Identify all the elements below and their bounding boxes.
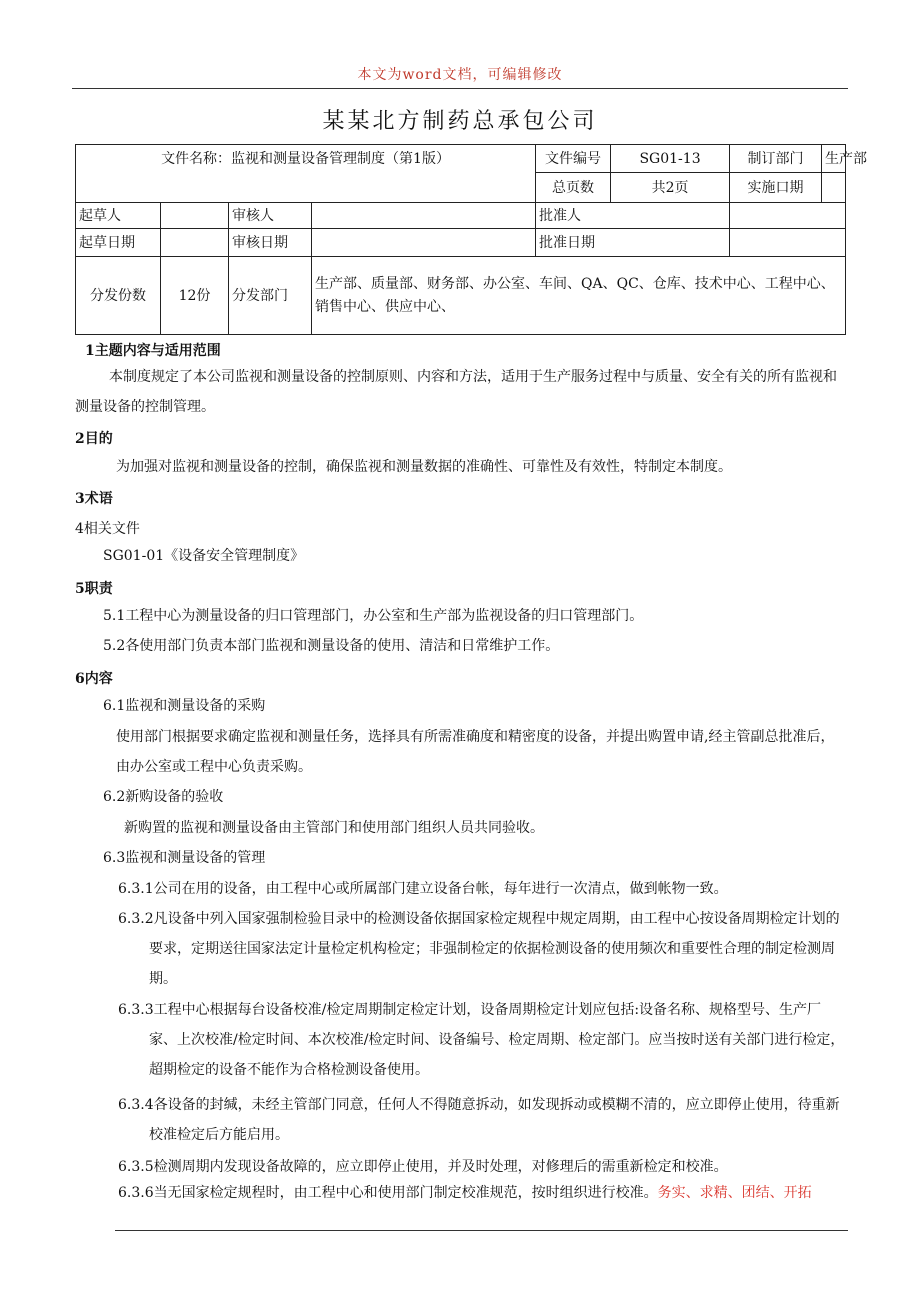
- pages-value: 共2页: [611, 173, 730, 203]
- review-date-value: [312, 229, 536, 257]
- section-6-2-title: 6.2新购设备的验收: [103, 789, 224, 805]
- reviewer-value: [312, 203, 536, 229]
- approve-date-label: 批准日期: [536, 229, 730, 257]
- section-6-3-1: 6.3.1公司在用的设备，由工程中心或所属部门建立设备台帐，每年进行一次清点，做到帐物一致。: [118, 881, 728, 897]
- section-6-3-6: [118, 1181, 830, 1206]
- draft-date-label: 起草日期: [76, 229, 161, 257]
- footer-divider: [115, 1230, 848, 1231]
- section-2-text: 为加强对监视和测量设备的控制，确保监视和测量数据的准确性、可靠性及有效性，特制定本制度。: [116, 459, 732, 475]
- section-5-title: 5职责: [75, 581, 113, 597]
- section-5-1: 5.1工程中心为测量设备的归口管理部门，办公室和生产部为监视设备的归口管理部门。: [103, 608, 644, 624]
- section-6-2-text: 新购置的监视和测量设备由主管部门和使用部门组织人员共同验收。: [124, 820, 544, 836]
- section-6-3-3: 6.3.3工程中心根据每台设备校准/检定周期制定检定计划，设备周期检定计划应包括:设备名称、规格型号、生产厂家、上次校准/检定时间、本次校准/检定时间、设备编号、检定周期、检定部门。应当按时送有关部门进行检定，超期检定的设备不能作为合格检测设备使用。: [118, 1002, 845, 1078]
- section-1-title: 1主题内容与适用范围: [85, 343, 221, 359]
- copies-value: 12份: [161, 257, 229, 335]
- section-4-text: SG01-01《设备安全管理制度》: [103, 548, 305, 564]
- section-6-3-4: 6.3.4各设备的封缄，未经主管部门同意，任何人不得随意拆动，如发现拆动或模糊不清的，应立即停止使用，待重新校准检定后方能启用。: [118, 1097, 840, 1143]
- drafter-value: [161, 203, 229, 229]
- dist-dept-value: 生产部、质量部、财务部、办公室、车间、QA、QC、仓库、技术中心、工程中心、销售中心、供应中心、: [312, 257, 846, 335]
- approve-date-value: [730, 229, 846, 257]
- approver-label: 批准人: [536, 203, 730, 229]
- section-6-3-title: 6.3监视和测量设备的管理: [103, 850, 266, 866]
- header-note: 本文为word文档，可编辑修改: [357, 67, 563, 83]
- file-no-label: 文件编号: [536, 145, 611, 173]
- section-6-title: 6内容: [75, 671, 113, 687]
- draft-date-value: [161, 229, 229, 257]
- pages-label: 总页数: [536, 173, 611, 203]
- section-5-2: 5.2各使用部门负责本部门监视和测量设备的使用、清洁和日常维护工作。: [103, 638, 560, 654]
- approver-value: [730, 203, 846, 229]
- drafter-label: 起草人: [76, 203, 161, 229]
- dept-label: 制订部门: [730, 145, 822, 173]
- section-6-3-6-text: 6.3.6当无国家检定规程时，由工程中心和使用部门制定校准规范，按时组织进行校准。: [118, 1185, 658, 1201]
- company-title: 某某北方制药总承包公司: [322, 109, 598, 134]
- section-4-title: 4相关文件: [75, 521, 140, 537]
- section-2-title: 2目的: [75, 431, 113, 447]
- dist-dept-label: 分发部门: [229, 257, 312, 335]
- file-name-cell: 文件名称：监视和测量设备管理制度（第1版）: [76, 145, 536, 203]
- header-divider: [72, 88, 848, 89]
- section-3-title: 3术语: [75, 491, 113, 507]
- section-6-1-title: 6.1监视和测量设备的采购: [103, 698, 266, 714]
- dept-value: 生产部: [822, 145, 846, 173]
- file-no-value: SG01-13: [611, 145, 730, 173]
- company-motto: 务实、求精、团结、开拓: [657, 1185, 812, 1201]
- document-info-table: [75, 144, 868, 335]
- copies-label: 分发份数: [76, 257, 161, 335]
- impl-date-value: [822, 173, 846, 203]
- section-1-text: 本制度规定了本公司监视和测量设备的控制原则、内容和方法，适用于生产服务过程中与质量、安全有关的所有监视和测量设备的控制管理。: [75, 369, 837, 415]
- section-6-3-2: 6.3.2凡设备中列入国家强制检验目录中的检测设备依据国家检定规程中规定周期，由工程中心按设备周期检定计划的要求，定期送往国家法定计量检定机构检定；非强制检定的依据检测设备的使用频次和重要性合理的制定检测周期。: [118, 911, 840, 987]
- impl-date-label: 实施口期: [730, 173, 822, 203]
- review-date-label: 审核日期: [229, 229, 312, 257]
- reviewer-label: 审核人: [229, 203, 312, 229]
- section-6-3-5: 6.3.5检测周期内发现设备故障的，应立即停止使用，并及时处理，对修理后的需重新检定和校准。: [118, 1159, 728, 1175]
- section-6-1-text: 使用部门根据要求确定监视和测量任务，选择具有所需准确度和精密度的设备，并提出购置申请,经主管副总批准后，由办公室或工程中心负责采购。: [116, 729, 835, 775]
